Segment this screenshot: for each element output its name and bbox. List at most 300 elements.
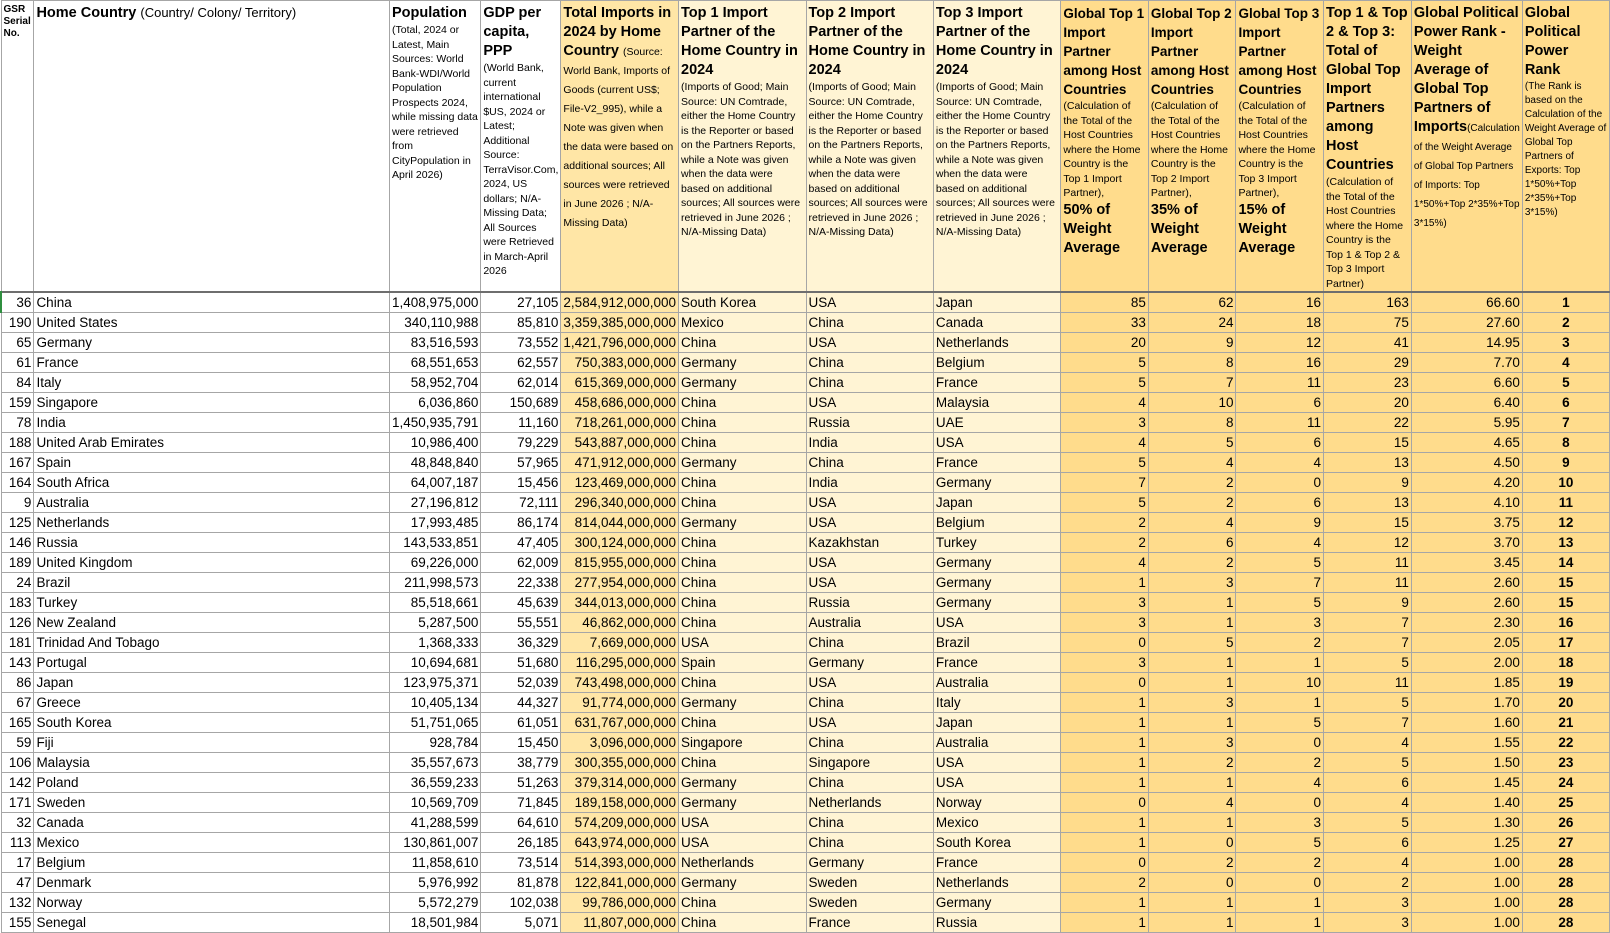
cell-top1-partner[interactable]: Germany — [679, 793, 807, 813]
cell-total-imports[interactable]: 379,314,000,000 — [561, 773, 679, 793]
cell-power-rank[interactable]: 2 — [1522, 313, 1609, 333]
cell-country[interactable]: Norway — [34, 893, 390, 913]
cell-population[interactable]: 48,848,840 — [390, 453, 481, 473]
cell-gdp[interactable]: 150,689 — [481, 393, 561, 413]
cell-weighted-average[interactable]: 6.40 — [1411, 393, 1522, 413]
cell-gdp[interactable]: 62,014 — [481, 373, 561, 393]
cell-population[interactable]: 1,450,935,791 — [390, 413, 481, 433]
cell-country[interactable]: Senegal — [34, 913, 390, 933]
cell-power-rank[interactable]: 20 — [1522, 693, 1609, 713]
cell-serial[interactable]: 65 — [1, 333, 34, 353]
cell-top2-partner[interactable]: Kazakhstan — [806, 533, 933, 553]
cell-gdp[interactable]: 79,229 — [481, 433, 561, 453]
cell-global-top2[interactable]: 1 — [1148, 893, 1236, 913]
cell-top3-partner[interactable]: Australia — [933, 673, 1061, 693]
cell-gdp[interactable]: 36,329 — [481, 633, 561, 653]
cell-total-imports[interactable]: 296,340,000,000 — [561, 493, 679, 513]
cell-top-total[interactable]: 11 — [1324, 573, 1412, 593]
cell-serial[interactable]: 189 — [1, 553, 34, 573]
cell-top2-partner[interactable]: China — [806, 733, 933, 753]
cell-power-rank[interactable]: 8 — [1522, 433, 1609, 453]
cell-top3-partner[interactable]: USA — [933, 433, 1061, 453]
cell-weighted-average[interactable]: 1.50 — [1411, 753, 1522, 773]
cell-gdp[interactable]: 61,051 — [481, 713, 561, 733]
cell-top3-partner[interactable]: Turkey — [933, 533, 1061, 553]
cell-top2-partner[interactable]: Sweden — [806, 873, 933, 893]
cell-top3-partner[interactable]: Italy — [933, 693, 1061, 713]
cell-population[interactable]: 85,518,661 — [390, 593, 481, 613]
cell-global-top1[interactable]: 4 — [1061, 433, 1149, 453]
cell-global-top1[interactable]: 33 — [1061, 313, 1149, 333]
cell-population[interactable]: 10,405,134 — [390, 693, 481, 713]
cell-top-total[interactable]: 12 — [1324, 533, 1412, 553]
cell-gdp[interactable]: 57,965 — [481, 453, 561, 473]
cell-top3-partner[interactable]: Japan — [933, 493, 1061, 513]
cell-global-top3[interactable]: 7 — [1236, 573, 1324, 593]
cell-serial[interactable]: 47 — [1, 873, 34, 893]
cell-population[interactable]: 928,784 — [390, 733, 481, 753]
cell-population[interactable]: 143,533,851 — [390, 533, 481, 553]
cell-serial[interactable]: 17 — [1, 853, 34, 873]
cell-weighted-average[interactable]: 2.60 — [1411, 593, 1522, 613]
cell-global-top2[interactable]: 2 — [1148, 553, 1236, 573]
cell-top1-partner[interactable]: Spain — [679, 653, 807, 673]
cell-global-top3[interactable]: 6 — [1236, 493, 1324, 513]
cell-serial[interactable]: 9 — [1, 493, 34, 513]
cell-population[interactable]: 64,007,187 — [390, 473, 481, 493]
cell-gdp[interactable]: 85,810 — [481, 313, 561, 333]
cell-global-top2[interactable]: 2 — [1148, 753, 1236, 773]
cell-power-rank[interactable]: 27 — [1522, 833, 1609, 853]
cell-global-top3[interactable]: 0 — [1236, 473, 1324, 493]
cell-country[interactable]: Greece — [34, 693, 390, 713]
cell-weighted-average[interactable]: 2.05 — [1411, 633, 1522, 653]
cell-population[interactable]: 5,976,992 — [390, 873, 481, 893]
cell-top-total[interactable]: 7 — [1324, 613, 1412, 633]
cell-top-total[interactable]: 23 — [1324, 373, 1412, 393]
cell-weighted-average[interactable]: 1.30 — [1411, 813, 1522, 833]
cell-global-top1[interactable]: 5 — [1061, 453, 1149, 473]
cell-top2-partner[interactable]: China — [806, 373, 933, 393]
cell-global-top1[interactable]: 0 — [1061, 673, 1149, 693]
cell-power-rank[interactable]: 3 — [1522, 333, 1609, 353]
cell-country[interactable]: Turkey — [34, 593, 390, 613]
cell-country[interactable]: Australia — [34, 493, 390, 513]
cell-global-top2[interactable]: 1 — [1148, 613, 1236, 633]
cell-top2-partner[interactable]: China — [806, 833, 933, 853]
cell-global-top3[interactable]: 4 — [1236, 773, 1324, 793]
cell-serial[interactable]: 167 — [1, 453, 34, 473]
cell-top1-partner[interactable]: Mexico — [679, 313, 807, 333]
cell-power-rank[interactable]: 19 — [1522, 673, 1609, 693]
cell-top1-partner[interactable]: China — [679, 673, 807, 693]
cell-top3-partner[interactable]: France — [933, 453, 1061, 473]
cell-top3-partner[interactable]: Germany — [933, 593, 1061, 613]
cell-gdp[interactable]: 44,327 — [481, 693, 561, 713]
cell-top-total[interactable]: 4 — [1324, 853, 1412, 873]
cell-global-top2[interactable]: 5 — [1148, 633, 1236, 653]
cell-global-top3[interactable]: 0 — [1236, 873, 1324, 893]
cell-global-top3[interactable]: 2 — [1236, 753, 1324, 773]
cell-weighted-average[interactable]: 1.45 — [1411, 773, 1522, 793]
cell-top3-partner[interactable]: Netherlands — [933, 333, 1061, 353]
cell-global-top3[interactable]: 5 — [1236, 553, 1324, 573]
cell-population[interactable]: 5,287,500 — [390, 613, 481, 633]
cell-gdp[interactable]: 26,185 — [481, 833, 561, 853]
cell-top2-partner[interactable]: USA — [806, 493, 933, 513]
cell-top3-partner[interactable]: Canada — [933, 313, 1061, 333]
cell-weighted-average[interactable]: 4.20 — [1411, 473, 1522, 493]
cell-top3-partner[interactable]: France — [933, 653, 1061, 673]
cell-population[interactable]: 10,986,400 — [390, 433, 481, 453]
cell-population[interactable]: 18,501,984 — [390, 913, 481, 933]
cell-serial[interactable]: 164 — [1, 473, 34, 493]
cell-gdp[interactable]: 45,639 — [481, 593, 561, 613]
cell-gdp[interactable]: 15,450 — [481, 733, 561, 753]
cell-country[interactable]: Portugal — [34, 653, 390, 673]
cell-global-top1[interactable]: 3 — [1061, 593, 1149, 613]
cell-global-top2[interactable]: 3 — [1148, 733, 1236, 753]
cell-country[interactable]: Malaysia — [34, 753, 390, 773]
cell-population[interactable]: 17,993,485 — [390, 513, 481, 533]
cell-global-top3[interactable]: 4 — [1236, 453, 1324, 473]
cell-global-top2[interactable]: 5 — [1148, 433, 1236, 453]
cell-total-imports[interactable]: 277,954,000,000 — [561, 573, 679, 593]
cell-country[interactable]: Netherlands — [34, 513, 390, 533]
cell-serial[interactable]: 181 — [1, 633, 34, 653]
cell-top2-partner[interactable]: USA — [806, 513, 933, 533]
cell-total-imports[interactable]: 91,774,000,000 — [561, 693, 679, 713]
cell-top2-partner[interactable]: Germany — [806, 853, 933, 873]
cell-total-imports[interactable]: 750,383,000,000 — [561, 353, 679, 373]
cell-top2-partner[interactable]: China — [806, 773, 933, 793]
cell-global-top1[interactable]: 2 — [1061, 513, 1149, 533]
cell-serial[interactable]: 125 — [1, 513, 34, 533]
cell-top3-partner[interactable]: Belgium — [933, 513, 1061, 533]
cell-top-total[interactable]: 15 — [1324, 513, 1412, 533]
cell-top-total[interactable]: 4 — [1324, 793, 1412, 813]
cell-total-imports[interactable]: 3,096,000,000 — [561, 733, 679, 753]
cell-global-top1[interactable]: 3 — [1061, 653, 1149, 673]
cell-country[interactable]: Germany — [34, 333, 390, 353]
cell-population[interactable]: 69,226,000 — [390, 553, 481, 573]
cell-top3-partner[interactable]: Netherlands — [933, 873, 1061, 893]
header-total-imports[interactable] — [561, 1, 679, 293]
cell-top2-partner[interactable]: Russia — [806, 593, 933, 613]
cell-top-total[interactable]: 6 — [1324, 833, 1412, 853]
cell-top2-partner[interactable]: China — [806, 813, 933, 833]
cell-population[interactable]: 123,975,371 — [390, 673, 481, 693]
cell-global-top2[interactable]: 3 — [1148, 693, 1236, 713]
cell-weighted-average[interactable]: 2.00 — [1411, 653, 1522, 673]
cell-top-total[interactable]: 75 — [1324, 313, 1412, 333]
cell-power-rank[interactable]: 5 — [1522, 373, 1609, 393]
header-top-total[interactable] — [1324, 1, 1412, 293]
cell-top1-partner[interactable]: South Korea — [679, 292, 807, 313]
cell-global-top3[interactable]: 6 — [1236, 433, 1324, 453]
cell-top3-partner[interactable]: Japan — [933, 713, 1061, 733]
cell-global-top2[interactable]: 2 — [1148, 473, 1236, 493]
cell-country[interactable]: Canada — [34, 813, 390, 833]
cell-top1-partner[interactable]: USA — [679, 833, 807, 853]
cell-power-rank[interactable]: 17 — [1522, 633, 1609, 653]
cell-gdp[interactable]: 102,038 — [481, 893, 561, 913]
cell-top3-partner[interactable]: Norway — [933, 793, 1061, 813]
cell-power-rank[interactable]: 4 — [1522, 353, 1609, 373]
cell-global-top3[interactable]: 2 — [1236, 633, 1324, 653]
cell-global-top2[interactable]: 8 — [1148, 353, 1236, 373]
cell-top1-partner[interactable]: Germany — [679, 453, 807, 473]
header-serial[interactable] — [1, 1, 34, 293]
cell-population[interactable]: 10,694,681 — [390, 653, 481, 673]
cell-global-top3[interactable]: 18 — [1236, 313, 1324, 333]
cell-global-top3[interactable]: 1 — [1236, 913, 1324, 933]
cell-country[interactable]: Poland — [34, 773, 390, 793]
cell-global-top1[interactable]: 2 — [1061, 873, 1149, 893]
cell-total-imports[interactable]: 2,584,912,000,000 — [561, 292, 679, 313]
cell-global-top2[interactable]: 2 — [1148, 853, 1236, 873]
cell-global-top1[interactable]: 1 — [1061, 733, 1149, 753]
cell-global-top2[interactable]: 62 — [1148, 292, 1236, 313]
cell-power-rank[interactable]: 15 — [1522, 573, 1609, 593]
cell-gdp[interactable]: 47,405 — [481, 533, 561, 553]
cell-total-imports[interactable]: 743,498,000,000 — [561, 673, 679, 693]
cell-power-rank[interactable]: 16 — [1522, 613, 1609, 633]
cell-population[interactable]: 5,572,279 — [390, 893, 481, 913]
cell-global-top3[interactable]: 4 — [1236, 533, 1324, 553]
cell-global-top1[interactable]: 0 — [1061, 793, 1149, 813]
cell-top-total[interactable]: 4 — [1324, 733, 1412, 753]
cell-top2-partner[interactable]: USA — [806, 292, 933, 313]
cell-gdp[interactable]: 52,039 — [481, 673, 561, 693]
cell-serial[interactable]: 171 — [1, 793, 34, 813]
cell-weighted-average[interactable]: 5.95 — [1411, 413, 1522, 433]
header-power-rank[interactable] — [1522, 1, 1609, 293]
cell-country[interactable]: France — [34, 353, 390, 373]
cell-global-top1[interactable]: 3 — [1061, 413, 1149, 433]
cell-gdp[interactable]: 38,779 — [481, 753, 561, 773]
cell-serial[interactable]: 113 — [1, 833, 34, 853]
cell-country[interactable]: New Zealand — [34, 613, 390, 633]
cell-top3-partner[interactable]: Mexico — [933, 813, 1061, 833]
cell-top-total[interactable]: 9 — [1324, 473, 1412, 493]
cell-global-top1[interactable]: 0 — [1061, 633, 1149, 653]
cell-population[interactable]: 211,998,573 — [390, 573, 481, 593]
cell-global-top1[interactable]: 5 — [1061, 493, 1149, 513]
cell-top-total[interactable]: 5 — [1324, 653, 1412, 673]
cell-top-total[interactable]: 3 — [1324, 893, 1412, 913]
cell-top1-partner[interactable]: Netherlands — [679, 853, 807, 873]
cell-top3-partner[interactable]: USA — [933, 773, 1061, 793]
cell-top1-partner[interactable]: Germany — [679, 873, 807, 893]
cell-population[interactable]: 10,569,709 — [390, 793, 481, 813]
cell-top2-partner[interactable]: Sweden — [806, 893, 933, 913]
cell-global-top1[interactable]: 1 — [1061, 753, 1149, 773]
cell-top1-partner[interactable]: China — [679, 913, 807, 933]
cell-gdp[interactable]: 81,878 — [481, 873, 561, 893]
cell-country[interactable]: Sweden — [34, 793, 390, 813]
cell-country[interactable]: Spain — [34, 453, 390, 473]
cell-global-top2[interactable]: 6 — [1148, 533, 1236, 553]
cell-serial[interactable]: 190 — [1, 313, 34, 333]
cell-global-top1[interactable]: 1 — [1061, 693, 1149, 713]
cell-gdp[interactable]: 27,105 — [481, 292, 561, 313]
cell-top2-partner[interactable]: China — [806, 313, 933, 333]
cell-gdp[interactable]: 62,557 — [481, 353, 561, 373]
cell-global-top1[interactable]: 1 — [1061, 913, 1149, 933]
cell-top-total[interactable]: 11 — [1324, 553, 1412, 573]
cell-country[interactable]: Belgium — [34, 853, 390, 873]
cell-global-top3[interactable]: 1 — [1236, 893, 1324, 913]
cell-top1-partner[interactable]: China — [679, 573, 807, 593]
cell-total-imports[interactable]: 122,841,000,000 — [561, 873, 679, 893]
cell-population[interactable]: 1,368,333 — [390, 633, 481, 653]
cell-top-total[interactable]: 22 — [1324, 413, 1412, 433]
cell-top2-partner[interactable]: China — [806, 633, 933, 653]
cell-country[interactable]: Russia — [34, 533, 390, 553]
cell-global-top2[interactable]: 1 — [1148, 653, 1236, 673]
cell-country[interactable]: Trinidad And Tobago — [34, 633, 390, 653]
cell-top-total[interactable]: 11 — [1324, 673, 1412, 693]
cell-power-rank[interactable]: 23 — [1522, 753, 1609, 773]
cell-global-top2[interactable]: 2 — [1148, 493, 1236, 513]
cell-serial[interactable]: 106 — [1, 753, 34, 773]
cell-weighted-average[interactable]: 4.65 — [1411, 433, 1522, 453]
cell-total-imports[interactable]: 189,158,000,000 — [561, 793, 679, 813]
cell-top-total[interactable]: 2 — [1324, 873, 1412, 893]
cell-top1-partner[interactable]: China — [679, 753, 807, 773]
cell-top1-partner[interactable]: USA — [679, 813, 807, 833]
cell-global-top2[interactable]: 10 — [1148, 393, 1236, 413]
cell-population[interactable]: 35,557,673 — [390, 753, 481, 773]
cell-top2-partner[interactable]: Germany — [806, 653, 933, 673]
cell-weighted-average[interactable]: 3.45 — [1411, 553, 1522, 573]
cell-top2-partner[interactable]: USA — [806, 713, 933, 733]
cell-population[interactable]: 27,196,812 — [390, 493, 481, 513]
cell-top-total[interactable]: 9 — [1324, 593, 1412, 613]
cell-global-top2[interactable]: 24 — [1148, 313, 1236, 333]
cell-gdp[interactable]: 73,552 — [481, 333, 561, 353]
cell-serial[interactable]: 84 — [1, 373, 34, 393]
cell-top2-partner[interactable]: USA — [806, 673, 933, 693]
cell-weighted-average[interactable]: 4.50 — [1411, 453, 1522, 473]
cell-serial[interactable]: 86 — [1, 673, 34, 693]
cell-global-top2[interactable]: 4 — [1148, 513, 1236, 533]
cell-top1-partner[interactable]: China — [679, 393, 807, 413]
cell-total-imports[interactable]: 543,887,000,000 — [561, 433, 679, 453]
cell-global-top3[interactable]: 11 — [1236, 373, 1324, 393]
cell-global-top1[interactable]: 0 — [1061, 853, 1149, 873]
cell-total-imports[interactable]: 815,955,000,000 — [561, 553, 679, 573]
cell-top-total[interactable]: 7 — [1324, 713, 1412, 733]
cell-power-rank[interactable]: 11 — [1522, 493, 1609, 513]
cell-top1-partner[interactable]: China — [679, 333, 807, 353]
cell-global-top3[interactable]: 5 — [1236, 593, 1324, 613]
cell-weighted-average[interactable]: 1.25 — [1411, 833, 1522, 853]
cell-country[interactable]: Italy — [34, 373, 390, 393]
cell-weighted-average[interactable]: 27.60 — [1411, 313, 1522, 333]
cell-top1-partner[interactable]: Germany — [679, 773, 807, 793]
cell-country[interactable]: South Africa — [34, 473, 390, 493]
cell-country[interactable]: Japan — [34, 673, 390, 693]
cell-serial[interactable]: 155 — [1, 913, 34, 933]
cell-total-imports[interactable]: 615,369,000,000 — [561, 373, 679, 393]
cell-global-top2[interactable]: 7 — [1148, 373, 1236, 393]
cell-global-top3[interactable]: 9 — [1236, 513, 1324, 533]
cell-top2-partner[interactable]: USA — [806, 333, 933, 353]
cell-gdp[interactable]: 72,111 — [481, 493, 561, 513]
cell-top-total[interactable]: 13 — [1324, 453, 1412, 473]
cell-total-imports[interactable]: 300,355,000,000 — [561, 753, 679, 773]
cell-global-top1[interactable]: 4 — [1061, 393, 1149, 413]
cell-top3-partner[interactable]: Brazil — [933, 633, 1061, 653]
cell-power-rank[interactable]: 10 — [1522, 473, 1609, 493]
cell-total-imports[interactable]: 458,686,000,000 — [561, 393, 679, 413]
cell-total-imports[interactable]: 1,421,796,000,000 — [561, 333, 679, 353]
cell-global-top3[interactable]: 5 — [1236, 833, 1324, 853]
cell-top3-partner[interactable]: USA — [933, 613, 1061, 633]
header-home-country[interactable] — [34, 1, 390, 293]
cell-global-top1[interactable]: 5 — [1061, 373, 1149, 393]
cell-global-top2[interactable]: 3 — [1148, 573, 1236, 593]
cell-power-rank[interactable]: 28 — [1522, 913, 1609, 933]
cell-total-imports[interactable]: 7,669,000,000 — [561, 633, 679, 653]
cell-weighted-average[interactable]: 1.85 — [1411, 673, 1522, 693]
cell-total-imports[interactable]: 814,044,000,000 — [561, 513, 679, 533]
cell-serial[interactable]: 126 — [1, 613, 34, 633]
cell-weighted-average[interactable]: 1.00 — [1411, 893, 1522, 913]
cell-weighted-average[interactable]: 3.75 — [1411, 513, 1522, 533]
cell-population[interactable]: 6,036,860 — [390, 393, 481, 413]
cell-total-imports[interactable]: 300,124,000,000 — [561, 533, 679, 553]
cell-global-top1[interactable]: 4 — [1061, 553, 1149, 573]
header-global-top2[interactable] — [1148, 1, 1236, 293]
cell-top2-partner[interactable]: USA — [806, 393, 933, 413]
cell-global-top2[interactable]: 1 — [1148, 773, 1236, 793]
cell-power-rank[interactable]: 14 — [1522, 553, 1609, 573]
cell-power-rank[interactable]: 28 — [1522, 853, 1609, 873]
cell-top2-partner[interactable]: USA — [806, 573, 933, 593]
cell-global-top1[interactable]: 1 — [1061, 713, 1149, 733]
cell-global-top3[interactable]: 6 — [1236, 393, 1324, 413]
cell-global-top1[interactable]: 1 — [1061, 813, 1149, 833]
cell-serial[interactable]: 143 — [1, 653, 34, 673]
cell-global-top3[interactable]: 3 — [1236, 813, 1324, 833]
cell-serial[interactable]: 36 — [1, 292, 34, 313]
cell-weighted-average[interactable]: 1.00 — [1411, 873, 1522, 893]
cell-top-total[interactable]: 13 — [1324, 493, 1412, 513]
cell-power-rank[interactable]: 7 — [1522, 413, 1609, 433]
cell-weighted-average[interactable]: 7.70 — [1411, 353, 1522, 373]
cell-power-rank[interactable]: 12 — [1522, 513, 1609, 533]
cell-total-imports[interactable]: 514,393,000,000 — [561, 853, 679, 873]
cell-global-top1[interactable]: 20 — [1061, 333, 1149, 353]
cell-top3-partner[interactable]: South Korea — [933, 833, 1061, 853]
cell-weighted-average[interactable]: 66.60 — [1411, 292, 1522, 313]
cell-serial[interactable]: 67 — [1, 693, 34, 713]
cell-top1-partner[interactable]: China — [679, 533, 807, 553]
cell-serial[interactable]: 142 — [1, 773, 34, 793]
cell-power-rank[interactable]: 13 — [1522, 533, 1609, 553]
cell-top3-partner[interactable]: Germany — [933, 553, 1061, 573]
cell-top-total[interactable]: 7 — [1324, 633, 1412, 653]
cell-serial[interactable]: 159 — [1, 393, 34, 413]
cell-top3-partner[interactable]: Germany — [933, 473, 1061, 493]
cell-total-imports[interactable]: 116,295,000,000 — [561, 653, 679, 673]
cell-top1-partner[interactable]: Germany — [679, 513, 807, 533]
cell-top1-partner[interactable]: Germany — [679, 693, 807, 713]
cell-top-total[interactable]: 6 — [1324, 773, 1412, 793]
